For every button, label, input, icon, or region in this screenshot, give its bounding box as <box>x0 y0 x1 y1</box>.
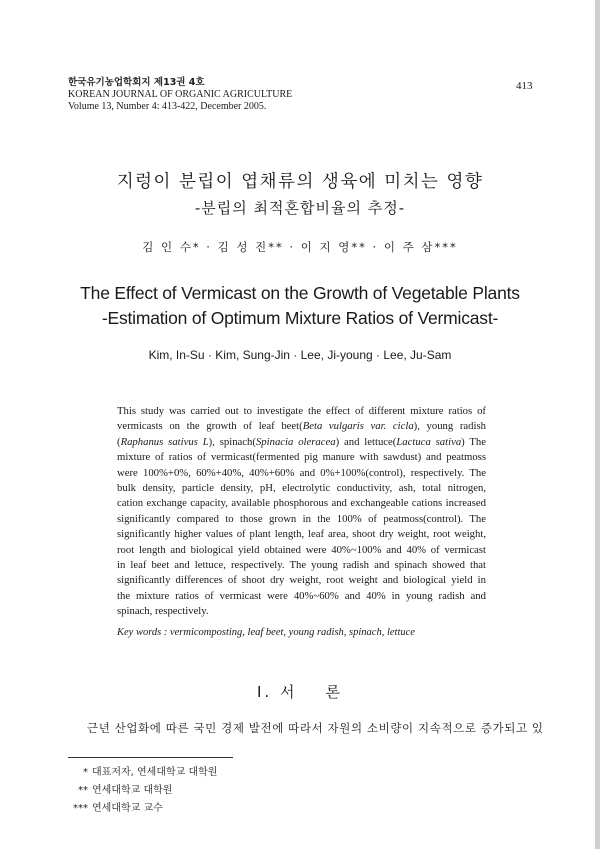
footnote-text: 연세대학교 대학원 <box>92 785 173 796</box>
journal-header <box>68 77 292 113</box>
abstract-line: in leaf beet and lettuce, respectively. The young radish and spinach showed that <box>117 559 486 572</box>
footnote-item <box>68 800 217 818</box>
footnote-mark: ** <box>78 785 88 796</box>
abstract-line: significantly differences of shoot dry weight, root weight and biological yield in <box>117 574 486 587</box>
abstract-line: were 100%+0%, 60%+40%, 40%+60% and 0%+100%(control), respectively. The <box>117 466 486 479</box>
title-english: The Effect of Vermicast on the Growth of Vegetable Plants <box>80 283 520 303</box>
abstract-line: significantly higher values of plant length, leaf area, shoot dry weight, root weight, <box>117 528 486 541</box>
section-title-part2: 론 <box>325 683 343 701</box>
section-heading-introduction <box>0 681 600 702</box>
footnote-text: 연세대학교 교수 <box>92 803 163 814</box>
journal-name-korean: 한국유기농업학회지 제13권 4호 <box>68 77 205 88</box>
title-korean: 지렁이 분립이 엽채류의 생육에 미치는 영향 <box>116 172 484 192</box>
footnote-item <box>68 782 217 800</box>
keywords-list: vermicomposting, leaf beet, young radish, spinach, lettuce <box>169 627 415 638</box>
page-number: 413 <box>516 80 533 92</box>
abstract-line: (Raphanus sativus L), spinach(Spinacia oleracea) and lettuce(Lactuca sativa) The <box>117 435 487 448</box>
journal-name-english: KOREAN JOURNAL OF ORGANIC AGRICULTURE <box>68 89 293 100</box>
footnote-mark: * <box>83 767 88 778</box>
subtitle-korean: -분립의 최적혼합비율의 추정- <box>194 199 406 217</box>
abstract-line: This study was carried out to investigate the effect of different mixture ratios of <box>117 405 486 417</box>
subtitle-english: -Estimation of Optimum Mixture Ratios of Vermicast- <box>101 308 499 328</box>
abstract-line: bulk density, particle density, pH, electrolytic conductivity, ash, total nitrogen, <box>117 482 486 495</box>
abstract-line: vermicasts on the growth of leaf beet(Beta vulgaris var. cicla), young radish <box>117 420 486 433</box>
abstract-line: root length and biological yield obtained were 40%~100% and 40% of vermicast <box>117 543 486 556</box>
footnote-divider <box>68 757 233 758</box>
footnote-text: 대표저자, 연세대학교 대학원 <box>92 767 218 778</box>
footnotes <box>68 764 217 818</box>
footnote-mark: *** <box>73 803 88 814</box>
abstract-line: cation exchange capacity, available phosphorous and exchangeable cations increased <box>117 497 486 510</box>
authors-korean: 김 인 수* · 김 성 진** · 이 지 영** · 이 주 삼*** <box>142 240 458 254</box>
page-edge-shadow <box>595 0 600 849</box>
introduction-first-line: 근년 산업화에 따른 국민 경제 발전에 따라서 자원의 소비량이 지속적으로 증가되고 있 <box>87 721 544 735</box>
keywords <box>117 627 415 638</box>
abstract-line: the mixture ratios of vermicast were 40%~60% and 40% in young radish and <box>117 589 486 602</box>
abstract <box>117 404 486 620</box>
authors-english: Kim, In-Su · Kim, Sung-Jin · Lee, Ji-young · Lee, Ju-Sam <box>148 348 452 362</box>
section-number: Ⅰ. <box>257 683 273 701</box>
abstract-line: mixture of ratios of vermicast(fermented pig manure with sawdust) and peatmoss <box>117 451 486 464</box>
section-title-part1: 서 <box>279 683 298 701</box>
keywords-label: Key words : <box>117 627 168 638</box>
volume-info: Volume 13, Number 4: 413-422, December 2005. <box>68 101 267 112</box>
abstract-line: spinach, respectively. <box>117 605 209 618</box>
footnote-item <box>68 764 217 782</box>
abstract-line: significantly compared to those grown in the 100% of peatmoss(control). The <box>117 512 486 525</box>
